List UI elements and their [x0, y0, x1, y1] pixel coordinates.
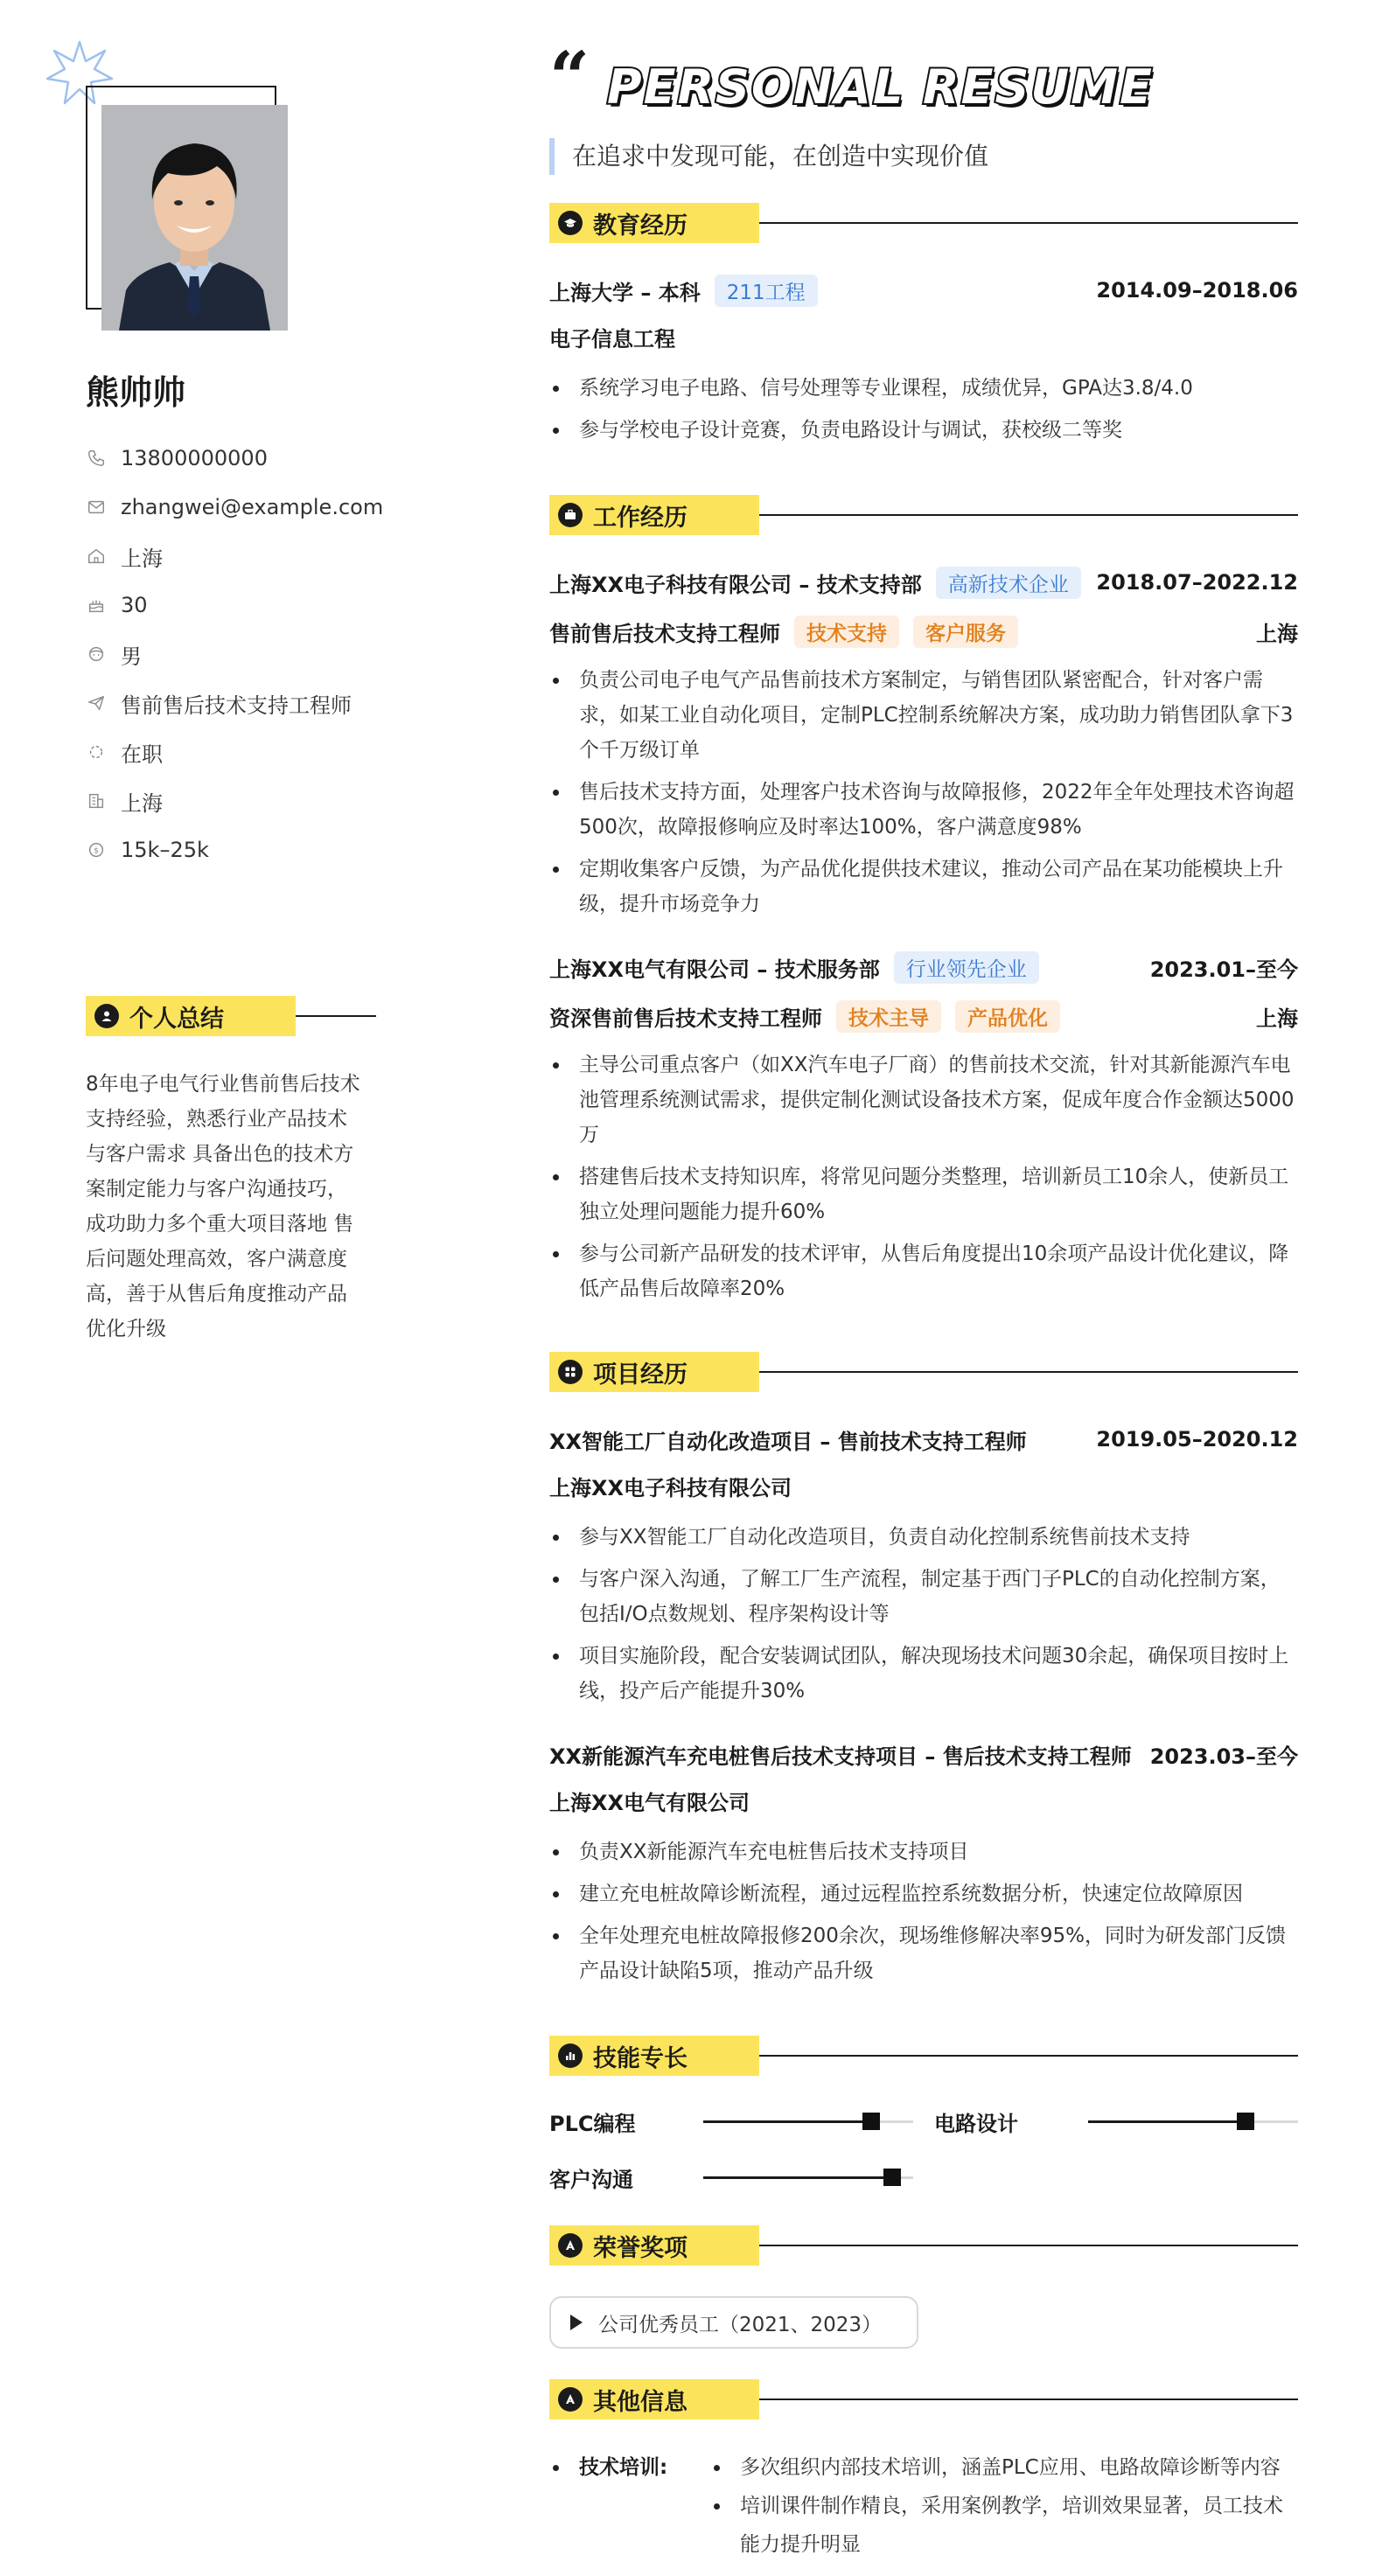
list-item: 负责公司电子电气产品售前技术方案制定，与销售团队紧密配合，针对客户需求，如某工业自动化项目，定制PLC控制系统解决方案，成功助力销售团队拿下3个千万级订单 — [549, 663, 1298, 768]
gender-icon — [86, 644, 107, 665]
info-row-position — [86, 679, 453, 728]
work-date: 2018.07–2022.12 — [1096, 570, 1298, 595]
send-icon — [86, 693, 107, 714]
list-item: 主导公司重点客户（如XX汽车电子厂商）的售前技术交流，针对其新能源汽车电池管理系统测试需求，提供定制化测试设备技术方案，促成年度合作金额达5000万 — [549, 1048, 1298, 1152]
list-item: 多次组织内部技术培训，涵盖PLC应用、电路故障诊断等内容 — [710, 2448, 1298, 2487]
role-tag: 产品优化 — [955, 1000, 1060, 1033]
role-name: 资深售前售后技术支持工程师 — [549, 1006, 822, 1031]
other-values — [710, 2487, 1298, 2564]
bar-chart-icon — [558, 2043, 583, 2068]
award-chip — [549, 2296, 918, 2349]
list-item: 负责XX新能源汽车充电桩售后技术支持项目 — [549, 1835, 1298, 1869]
award-icon — [558, 2233, 583, 2258]
building-icon — [86, 790, 107, 811]
work-role-row — [549, 614, 1298, 649]
tagline: 在追求中发现可能，在创造中实现价值 — [549, 138, 988, 175]
work-place: 上海 — [1256, 1006, 1298, 1031]
company-tag: 高新技术企业 — [936, 567, 1081, 599]
skill-bar-fill — [1088, 2120, 1246, 2123]
work-company-row — [549, 565, 1298, 600]
work-entry-1 — [549, 565, 1298, 929]
work-entry-2 — [549, 950, 1298, 1313]
skill-bar — [703, 2120, 913, 2123]
info-row-status — [86, 728, 453, 776]
project-entry-2 — [549, 1737, 1298, 1995]
company-name: 上海XX电子科技有限公司 – 技术支持部 — [549, 572, 922, 597]
skills-section-tab — [549, 2036, 759, 2076]
projects-section-tab — [549, 1352, 759, 1392]
skills-title: 技能专长 — [593, 2044, 688, 2072]
home-icon — [86, 546, 107, 567]
project-company: 上海XX电子科技有限公司 — [549, 1476, 792, 1500]
other-label: 技术培训: — [549, 2448, 710, 2487]
summary-title: 个人总结 — [129, 1005, 224, 1033]
summary-section-header — [86, 996, 376, 1036]
grid-icon — [558, 1360, 583, 1384]
project-row — [549, 1422, 1298, 1457]
summary-line: 8年电子电气行业售前售后技术 — [86, 1073, 360, 1096]
skills-section-header — [549, 2036, 1298, 2076]
list-item: 搭建售后技术支持知识库，将常见问题分类整理，培训新员工10余人，使新员工独立处理问题能力提升60% — [549, 1159, 1298, 1229]
info-row-email — [86, 483, 453, 532]
list-item: 建立充电桩故障诊断流程，通过远程监控系统数据分析，快速定位故障原因 — [549, 1876, 1298, 1911]
work-role-row — [549, 999, 1298, 1034]
work-company-group — [549, 951, 1039, 984]
education-section-tab — [549, 203, 759, 243]
other-title: 其他信息 — [593, 2388, 688, 2416]
person-name: 熊帅帅 — [86, 373, 186, 412]
school-name: 上海大学 – 本科 — [549, 280, 701, 305]
play-icon — [570, 2315, 583, 2330]
project-entry-1 — [549, 1422, 1298, 1716]
info-row-salary — [86, 825, 453, 874]
skill-bar-knob — [883, 2169, 901, 2186]
company-tag: 行业领先企业 — [894, 951, 1039, 984]
phone-value: 13800000000 — [121, 446, 268, 470]
work-role-group — [549, 1000, 1060, 1033]
info-row-city — [86, 776, 453, 825]
project-bullets — [549, 1520, 1298, 1709]
list-item: 参与学校电子设计竞赛，负责电路设计与调试，获校级二等奖 — [549, 413, 1298, 448]
summary-line: 案制定能力与客户沟通技巧， — [86, 1178, 347, 1201]
list-item: 全年处理充电桩故障报修200余次，现场维修解决率95%，同时为研发部门反馈产品设计缺陷5项，推动产品升级 — [549, 1918, 1298, 1988]
work-company-group — [549, 567, 1081, 599]
project-bullets — [549, 1835, 1298, 1988]
email-value: zhangwei@example.com — [121, 495, 384, 519]
city-value: 上海 — [121, 790, 163, 816]
skill-bar-knob — [1237, 2113, 1254, 2130]
projects-section-header — [549, 1352, 1298, 1392]
skill-item — [549, 2104, 913, 2139]
education-entry — [549, 273, 1298, 455]
skill-label: PLC编程 — [549, 2111, 636, 2136]
summary-section-tab — [86, 996, 296, 1036]
other-section-tab — [549, 2379, 759, 2419]
cake-icon — [86, 595, 107, 616]
section-divider — [759, 2055, 1298, 2057]
summary-line: 成功助力多个重大项目落地 售 — [86, 1213, 354, 1236]
work-date: 2023.01–至今 — [1149, 957, 1298, 982]
info-row-phone — [86, 434, 453, 483]
education-title: 教育经历 — [593, 212, 688, 240]
skill-bar-fill — [703, 2120, 871, 2123]
salary-icon — [86, 839, 107, 860]
skill-bar-knob — [862, 2113, 880, 2130]
position-value: 售前售后技术支持工程师 — [121, 693, 352, 718]
list-item: 参与XX智能工厂自动化改造项目，负责自动化控制系统售前技术支持 — [549, 1520, 1298, 1555]
user-icon — [94, 1004, 119, 1028]
other-section-header — [549, 2379, 1298, 2419]
gender-value: 男 — [121, 644, 142, 669]
info-row-address — [86, 532, 453, 581]
svg-text:$: $ — [94, 846, 99, 856]
skill-bar — [703, 2176, 913, 2179]
quote-mark-icon: “ — [549, 36, 590, 118]
project-row — [549, 1737, 1298, 1772]
award-icon — [558, 2387, 583, 2412]
education-bullets — [549, 371, 1298, 448]
address-value: 上海 — [121, 546, 163, 571]
project-name: XX新能源汽车充电桩售后技术支持项目 – 售后技术支持工程师 — [549, 1744, 1132, 1769]
list-item: 系统学习电子电路、信号处理等专业课程，成绩优异，GPA达3.8/4.0 — [549, 371, 1298, 406]
summary-line: 与客户需求 具备出色的技术方 — [86, 1143, 354, 1166]
other-info — [549, 2448, 1298, 2564]
briefcase-icon — [558, 503, 583, 527]
section-divider — [759, 2398, 1298, 2400]
company-name: 上海XX电气有限公司 – 技术服务部 — [549, 957, 880, 982]
honors-section-tab — [549, 2225, 759, 2266]
work-title: 工作经历 — [593, 504, 688, 532]
work-bullets — [549, 663, 1298, 922]
work-bullets — [549, 1048, 1298, 1306]
summary-line: 高，善于从售后角度推动产品 — [86, 1283, 347, 1305]
status-value: 在职 — [121, 741, 163, 767]
role-tag: 技术支持 — [794, 616, 899, 648]
role-tag: 客户服务 — [913, 616, 1018, 648]
info-row-gender — [86, 630, 453, 679]
work-section-header — [549, 495, 1298, 535]
work-company-row — [549, 950, 1298, 985]
role-tag: 技术主导 — [836, 1000, 941, 1033]
other-row — [549, 2487, 1298, 2564]
honors-title: 荣誉奖项 — [593, 2234, 688, 2262]
section-divider — [759, 1371, 1298, 1373]
summary-line: 支持经验，熟悉行业产品技术 — [86, 1108, 347, 1131]
award-label: 公司优秀员工（2021、2023） — [598, 2313, 883, 2336]
age-value: 30 — [121, 593, 148, 617]
list-item: 参与公司新产品研发的技术评审，从售后角度提出10余项产品设计优化建议，降低产品售后故障率20% — [549, 1236, 1298, 1306]
contact-info-list — [86, 434, 453, 874]
work-place: 上海 — [1256, 621, 1298, 646]
honors-list — [549, 2296, 918, 2349]
project-date: 2023.03–至今 — [1149, 1744, 1298, 1769]
summary-line: 优化升级 — [86, 1318, 166, 1340]
school-tag: 211工程 — [715, 275, 818, 307]
project-name: XX智能工厂自动化改造项目 – 售前技术支持工程师 — [549, 1429, 1027, 1454]
skill-label: 客户沟通 — [549, 2167, 633, 2192]
list-item: 与客户深入沟通，了解工厂生产流程，制定基于西门子PLC的自动化控制方案，包括I/O点数规划、程序架构设计等 — [549, 1562, 1298, 1632]
graduation-cap-icon — [558, 211, 583, 235]
resume-title: PERSONAL RESUME — [607, 59, 1154, 115]
salary-value: 15k–25k — [121, 838, 209, 862]
status-icon — [86, 741, 107, 762]
project-company: 上海XX电气有限公司 — [549, 1791, 750, 1815]
section-divider — [296, 1015, 376, 1017]
other-row — [549, 2448, 1298, 2487]
projects-title: 项目经历 — [593, 1361, 688, 1389]
info-row-age — [86, 581, 453, 630]
section-divider — [759, 222, 1298, 224]
other-values — [710, 2448, 1298, 2487]
skills-list — [549, 2104, 1302, 2200]
education-date: 2014.09–2018.06 — [1096, 278, 1298, 303]
list-item: 售后技术支持方面，处理客户技术咨询与故障报修，2022年全年处理技术咨询超500次，故障报修响应及时率达100%，客户满意度98% — [549, 775, 1298, 845]
avatar — [101, 105, 288, 331]
summary-text — [86, 1067, 374, 1347]
skill-label: 电路设计 — [934, 2111, 1018, 2136]
major-name: 电子信息工程 — [549, 327, 675, 352]
skill-item — [549, 2160, 913, 2195]
mail-icon — [86, 497, 107, 518]
list-item: 培训课件制作精良，采用案例教学，培训效果显著，员工技术能力提升明显 — [710, 2487, 1298, 2564]
skill-item — [934, 2104, 1298, 2139]
summary-line: 后问题处理高效，客户满意度 — [86, 1248, 347, 1271]
project-date: 2019.05–2020.12 — [1096, 1427, 1298, 1452]
skill-bar — [1088, 2120, 1298, 2123]
work-role-group — [549, 616, 1018, 648]
list-item: 定期收集客户反馈，为产品优化提供技术建议，推动公司产品在某功能模块上升级，提升市场竞争力 — [549, 852, 1298, 922]
skill-bar-fill — [703, 2176, 892, 2179]
education-school-group — [549, 275, 818, 307]
honors-section-header — [549, 2225, 1298, 2266]
section-divider — [759, 2245, 1298, 2246]
section-divider — [759, 514, 1298, 516]
role-name: 售前售后技术支持工程师 — [549, 621, 780, 646]
work-section-tab — [549, 495, 759, 535]
education-row — [549, 273, 1298, 308]
education-section-header — [549, 203, 1298, 243]
list-item: 项目实施阶段，配合安装调试团队，解决现场技术问题30余起，确保项目按时上线，投产后产能提升30% — [549, 1639, 1298, 1709]
phone-icon — [86, 448, 107, 469]
